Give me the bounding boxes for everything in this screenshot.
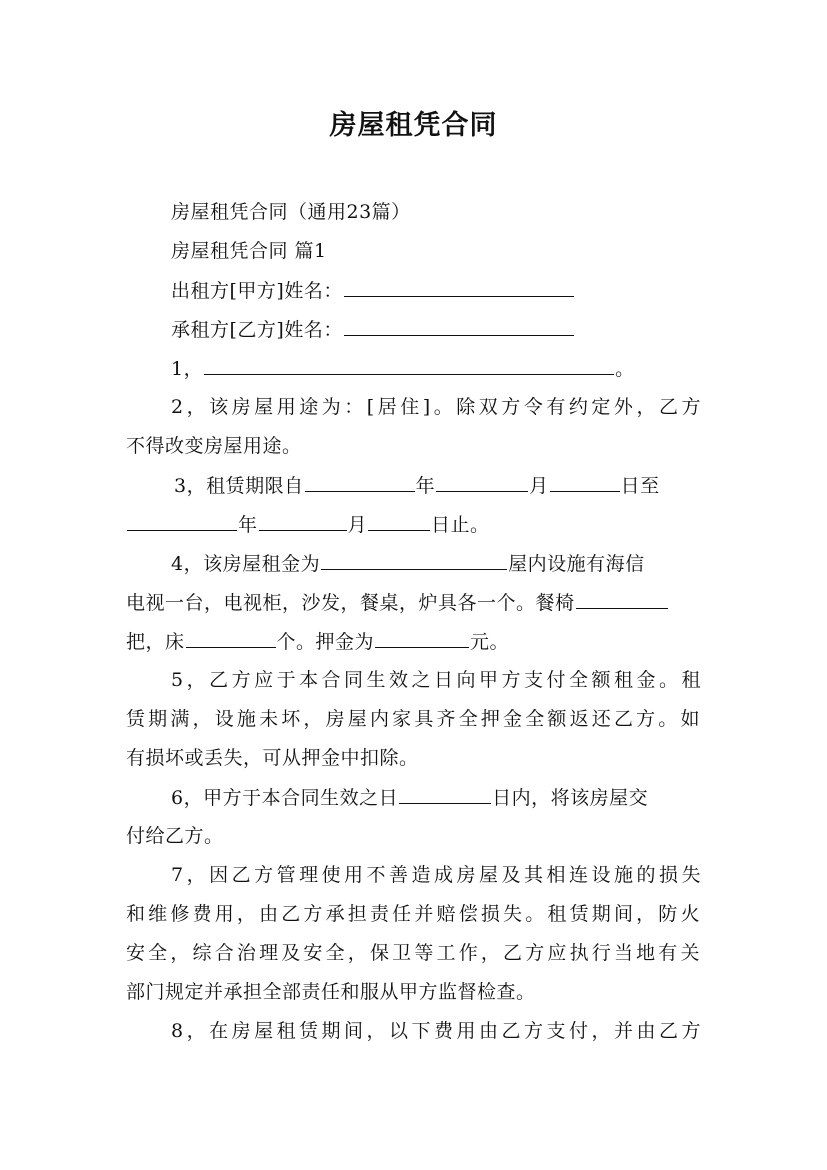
deposit-blank [375,629,469,648]
subtitle-text: 房屋租凭合同（通用23篇） [171,201,411,223]
lessor-name-blank [344,278,574,297]
clause-7-line-2: 和维修费用，由乙方承担责任并赔偿损失。租赁期间，防火 [126,903,700,925]
clause-7-line-1: 7，因乙方管理使用不善造成房屋及其相连设施的损失 [171,864,701,886]
deposit-label: 个。押金为 [276,631,375,653]
start-year-label: 年 [415,475,436,497]
clause-7-line-4: 部门规定并承担全部责任和服从甲方监督检查。 [126,981,536,1003]
clause-1-line [171,356,635,381]
end-day-blank [368,512,430,531]
start-day-label: 日至 [620,475,660,497]
furniture-text: 电视一台，电视柜，沙发，餐桌，炉具各一个。餐椅 [126,592,575,614]
clause-1-end: 。 [615,358,635,380]
clause-4-line-1 [171,551,645,576]
clause-8-line-1: 8，在房屋租赁期间，以下费用由乙方支付，并由乙方 [171,1020,701,1042]
rent-label: 4，该房屋租金为 [171,553,321,575]
clause-2-line-2: 不得改变房屋用途。 [126,435,302,457]
clause-4-line-2 [126,590,669,615]
clause-1-blank [204,356,614,375]
clause-3-line-1 [174,473,660,498]
subtitle-line [171,200,411,224]
end-month-blank [259,512,347,531]
end-year-label: 年 [238,514,258,536]
rent-blank [321,551,507,570]
handover-days-blank [399,785,491,804]
end-day-label: 日止。 [431,514,490,536]
clause-3-line-2 [126,512,490,537]
clause-7-line-3: 安全，综合治理及安全，保卫等工作，乙方应执行当地有关 [126,942,700,964]
clause-6-line-1 [171,785,648,810]
section-heading [171,239,327,263]
handover-text-end: 日内，将该房屋交 [492,787,649,809]
start-day-blank [550,473,620,492]
clause-4-line-3 [126,629,509,654]
clause-5-line-2: 赁期满，设施未坏，房屋内家具齐全押金全额返还乙方。如 [126,708,700,730]
clause-5-line-3: 有损坏或丢失，可从押金中扣除。 [126,747,419,769]
facilities-text: 屋内设施有海信 [508,553,645,575]
deposit-unit: 元。 [470,631,510,653]
clause-1-number: 1， [171,358,204,380]
bed-label: 把，床 [126,631,185,653]
lessor-name-line [171,278,575,303]
lessor-name-label: 出租方[甲方]姓名： [171,280,343,302]
chairs-blank [576,590,668,609]
end-year-blank [127,512,237,531]
clause-5-line-1: 5，乙方应于本合同生效之日向甲方支付全额租金。租 [171,669,701,691]
clause-3-start: 3，租赁期限自 [174,475,304,497]
start-month-blank [436,473,528,492]
bed-blank [186,629,276,648]
clause-2-line-1: 2，该房屋用途为：[居住]。除双方令有约定外，乙方 [171,396,701,418]
document-title: 房屋租凭合同 [329,110,498,141]
handover-text: 6，甲方于本合同生效之日 [171,787,399,809]
clause-6-line-2: 付给乙方。 [126,825,224,847]
end-month-label: 月 [347,514,368,536]
start-month-label: 月 [529,475,549,497]
lessee-name-blank [344,317,574,336]
lessee-name-line [171,317,575,342]
section-heading-text: 房屋租凭合同 篇1 [171,240,327,262]
lessee-name-label: 承租方[乙方]姓名： [171,319,343,341]
start-year-blank [305,473,415,492]
